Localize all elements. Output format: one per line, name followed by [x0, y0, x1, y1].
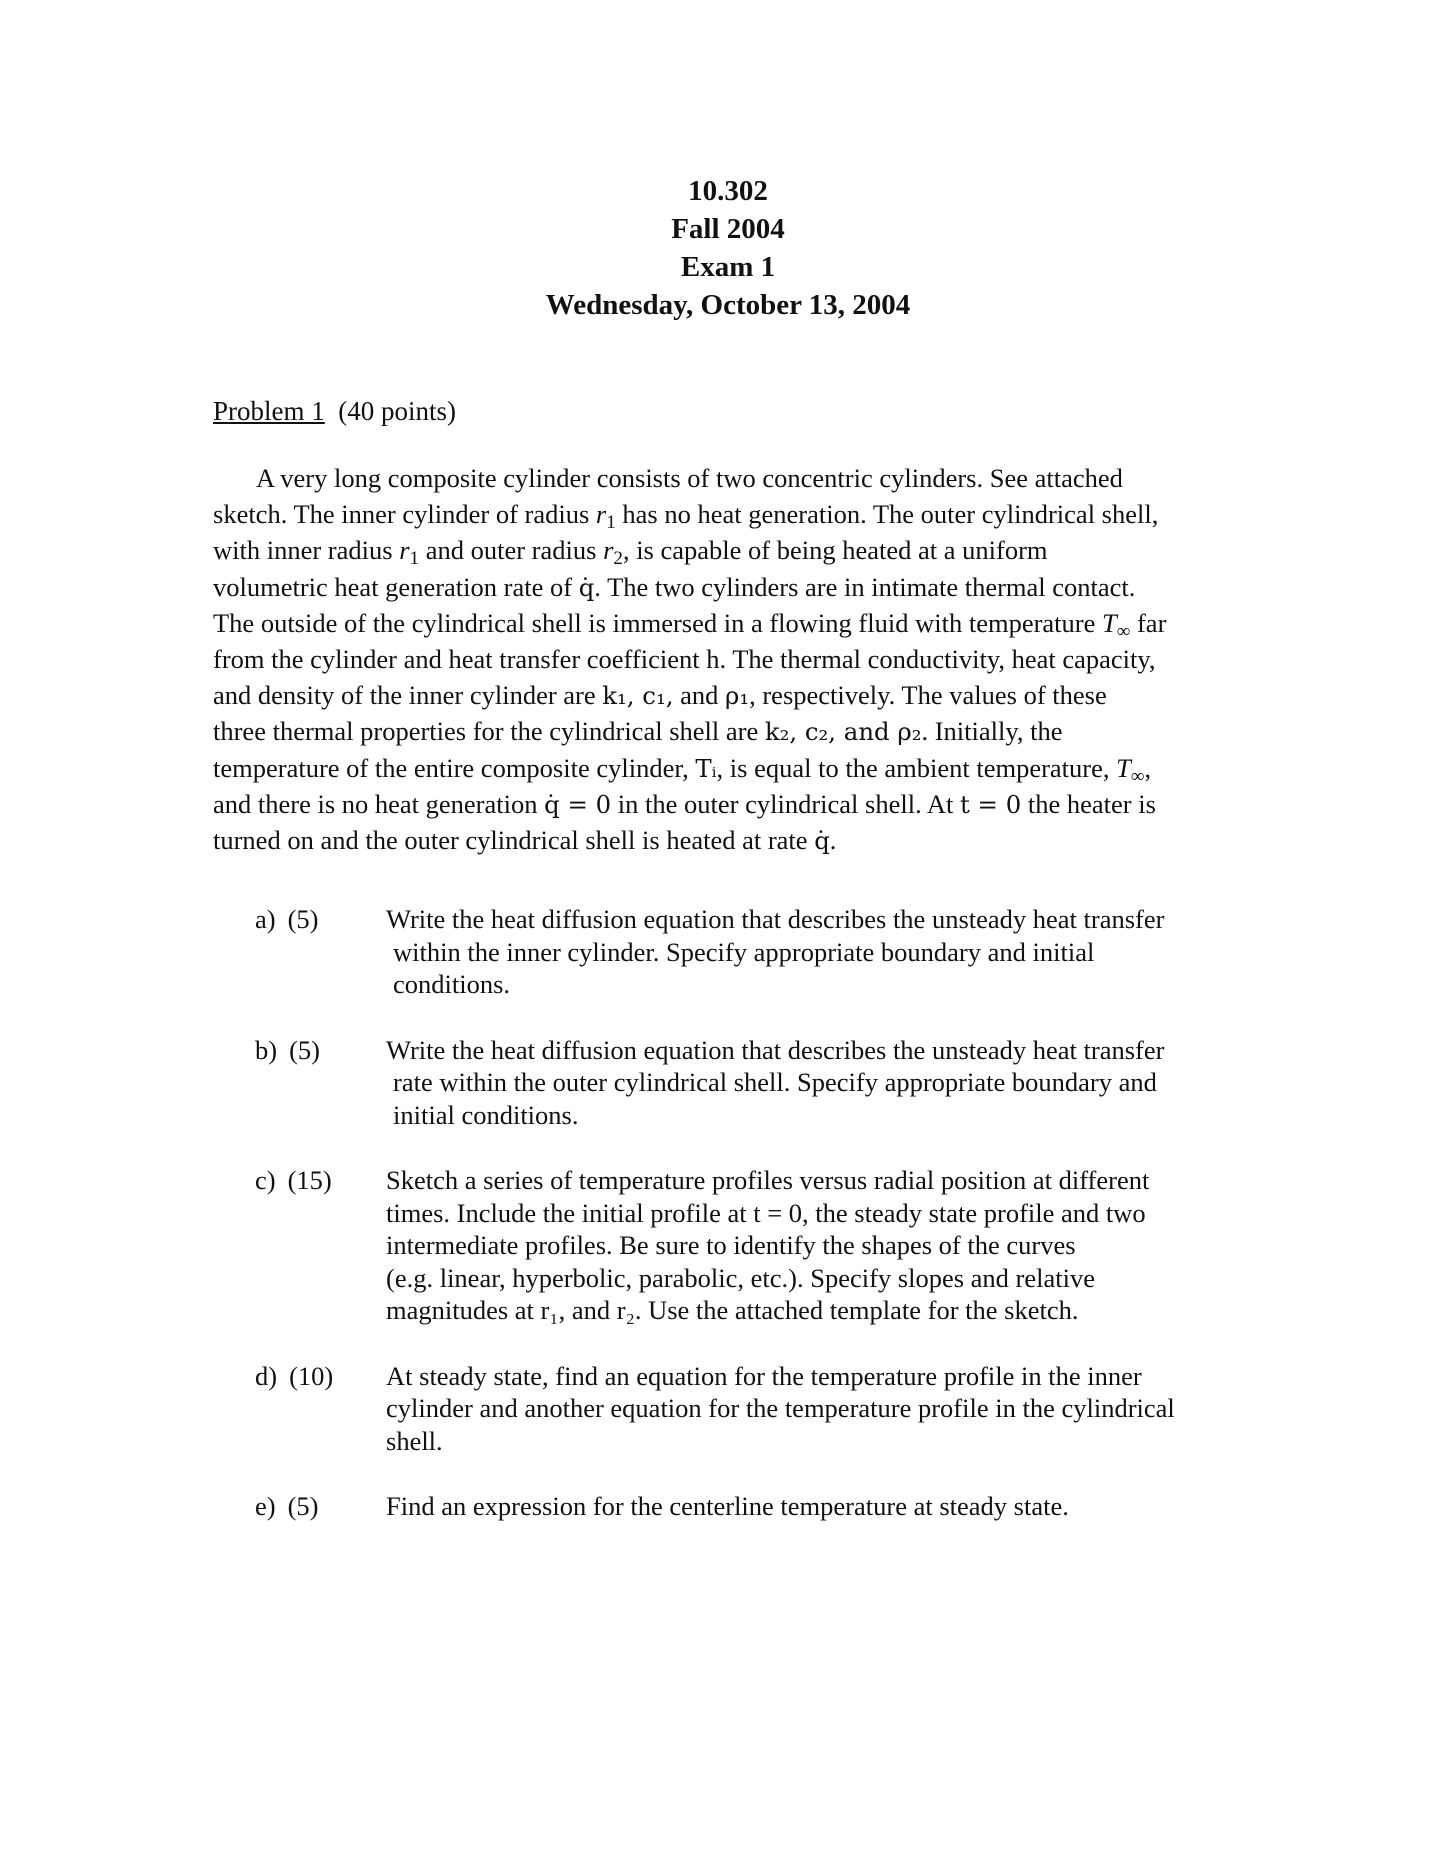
symbol-t-infinity: $T_\infty$ [1116, 752, 1145, 787]
symbol-qdot: q̇ [814, 825, 830, 855]
symbol-t-zero: t = 0 [960, 789, 1022, 819]
statement-line: The outside of the cylindrical shell is immersed in a flowing fluid with temperature $T_\infty$ far [213, 607, 1167, 642]
part-b [255, 1034, 1255, 1132]
problem-title: Problem 1 [213, 396, 325, 426]
term: Fall 2004 [671, 213, 785, 245]
symbol-k1-c1: k₁, c₁, [602, 681, 674, 711]
exam-date: Wednesday, October 13, 2004 [545, 289, 911, 321]
part-label: c) (15) [255, 1165, 332, 1195]
problem-heading [213, 394, 456, 428]
course-number: 10.302 [688, 175, 768, 207]
statement-line: from the cylinder and heat transfer coefficient h. The thermal conductivity, heat capacity, [213, 643, 1156, 674]
part-text: Write the heat diffusion equation that describes the unsteady heat transfer within the inner cylinder. Specify appropriate boundary and initial conditions. [386, 904, 1165, 999]
part-text: Sketch a series of temperature profiles versus radial position at different times. Include the initial profile at t = 0, the steady state profile and two intermediate profiles. Be sure to identify the shapes of the curves (e.g. linear, hyperbolic, parabolic, etc.). Specify slopes and relative magnitudes at r₁, and r₂. Use the attached template for the sketch. [386, 1165, 1150, 1325]
part-a [255, 903, 1255, 1001]
statement-line: with inner radius $r_1$ and outer radius $r_2$, is capable of being heated at a uniform [213, 535, 1048, 570]
statement-line: turned on and the outer cylindrical shell is heated at rate q̇. [213, 824, 837, 855]
problem-parts [255, 903, 1255, 1556]
part-text: Find an expression for the centerline temperature at steady state. [386, 1491, 1069, 1521]
symbol-r1: $r_1$ [595, 499, 616, 533]
part-e [255, 1490, 1255, 1523]
statement-line: sketch. The inner cylinder of radius $r_1$ has no heat generation. The outer cylindrical shell, [213, 499, 1159, 533]
symbol-ti: Tᵢ [695, 753, 717, 783]
part-label: b) (5) [255, 1034, 320, 1065]
part-label: e) (5) [255, 1491, 319, 1521]
symbol-rho1: ρ₁ [725, 681, 750, 711]
statement-line: and there is no heat generation q̇ = 0 in the outer cylindrical shell. At t = 0 the heater is [213, 788, 1156, 819]
symbol-props2: k₂, c₂, and ρ₂ [764, 717, 922, 747]
exam-header [0, 172, 1456, 324]
symbol-qdot-zero: q̇ = 0 [544, 789, 612, 819]
statement-line: and density of the inner cylinder are k₁, c₁, and ρ₁, respectively. The values of these [213, 680, 1107, 711]
part-label: d) (10) [255, 1360, 334, 1391]
part-text: At steady state, find an equation for the temperature profile in the inner cylinder and another equation for the temperature profile in the cylindrical shell. [386, 1360, 1175, 1456]
symbol-r2: $r_2$ [603, 535, 623, 570]
problem-points: (40 points) [338, 396, 456, 426]
problem-statement [213, 460, 1253, 858]
statement-line: temperature of the entire composite cylinder, Tᵢ, is equal to the ambient temperature, $T_\infty$, [213, 752, 1152, 787]
statement-line: volumetric heat generation rate of q̇. The two cylinders are in intimate thermal contact. [213, 571, 1136, 602]
part-d [255, 1360, 1255, 1458]
symbol-r1: $r_1$ [399, 535, 420, 570]
statement-line: A very long composite cylinder consists of two concentric cylinders. See attached [256, 463, 1123, 493]
symbol-qdot: q̇ [578, 572, 595, 602]
part-text: Write the heat diffusion equation that describes the unsteady heat transfer rate within the outer cylindrical shell. Specify appropriate boundary and initial conditions. [386, 1034, 1165, 1130]
symbol-t-infinity: $T_\infty$ [1102, 607, 1131, 642]
statement-line: three thermal properties for the cylindrical shell are k₂, c₂, and ρ₂. Initially, the [213, 716, 1063, 747]
exam-title: Exam 1 [680, 251, 776, 283]
part-c [255, 1164, 1255, 1327]
part-label: a) (5) [255, 904, 319, 934]
